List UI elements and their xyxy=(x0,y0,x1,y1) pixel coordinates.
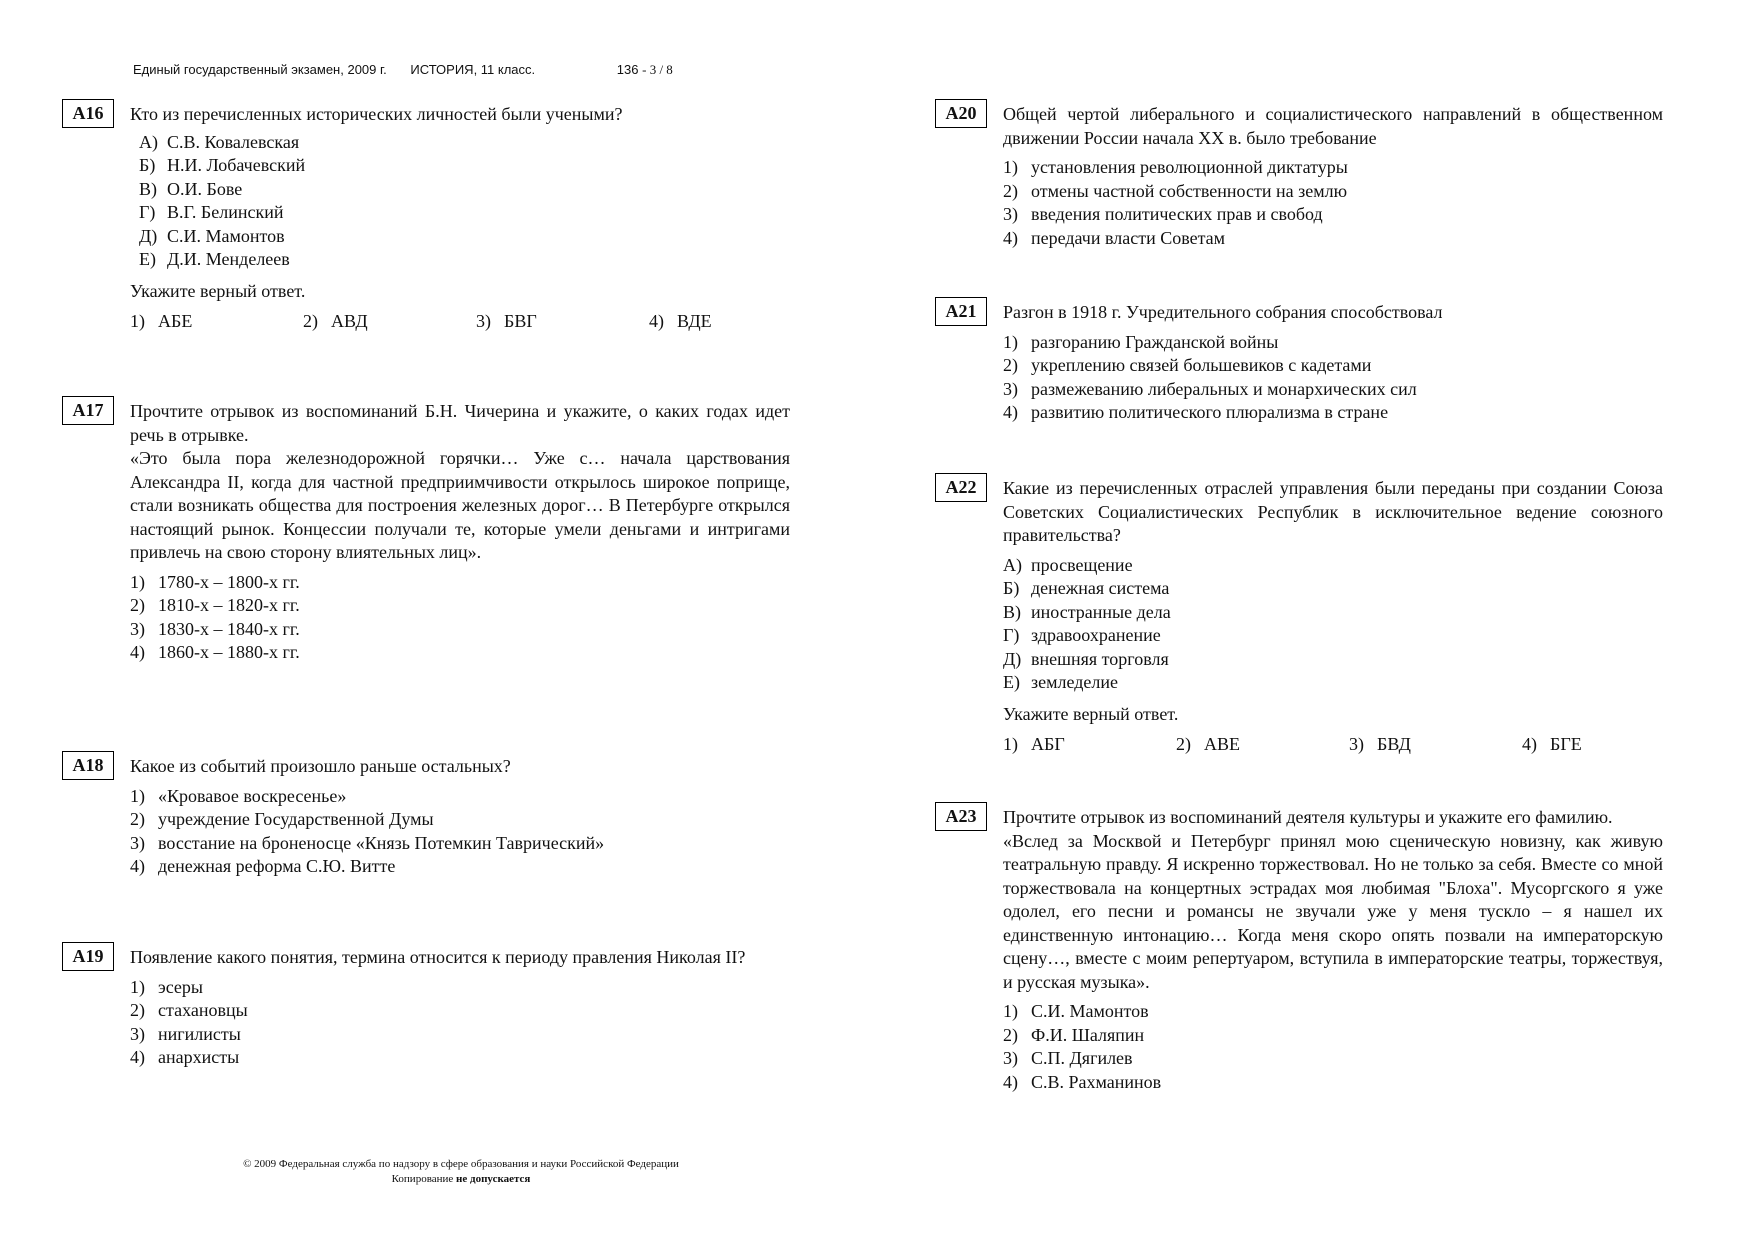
task-a21 xyxy=(945,301,1663,425)
list-item: А) С.В. Ковалевская xyxy=(139,131,300,152)
answer-option-1[interactable]: 1) АБГ xyxy=(1003,734,1065,754)
page-number: - 3 / 8 xyxy=(642,62,673,77)
list-item: Д) С.И. Мамонтов xyxy=(139,225,285,246)
answer-option-1[interactable]: 1) 1780-х – 1800-х гг. xyxy=(130,571,300,592)
subject-title: ИСТОРИЯ, 11 класс. xyxy=(410,62,536,77)
answer-option-3[interactable]: 3) БВД xyxy=(1349,734,1411,754)
answer-option-2[interactable]: 2) 1810-х – 1820-х гг. xyxy=(130,595,300,615)
answer-option-1[interactable]: 1) установления революционной диктатуры xyxy=(1003,157,1348,177)
question-text: Какие из перечисленных отраслей управления были переданы при создании Союза Советских Социалистических Республик в исключительное ведение союзного правительства? xyxy=(1003,478,1663,545)
task-label: A16 xyxy=(62,99,114,128)
answer-options xyxy=(1003,331,1663,425)
answer-option-4[interactable]: 4) передачи власти Советам xyxy=(1003,227,1226,248)
quote-text: «Это была пора железнодорожной горячки… Уже с… начала царствования Александра II, когда для частной предприимчивости открылось широкое поприще, стали возникать общества для построения железных дорог… В Петербурге открылся настоящий рынок. Концессии получали те, которые умели деньгами и интригами привлечь на свою сторону влиятельных лиц». xyxy=(130,448,790,562)
answer-option-1[interactable]: 1) АБЕ xyxy=(130,311,193,331)
answer-option-3[interactable]: 3) С.П. Дягилев xyxy=(1003,1048,1133,1068)
answer-options xyxy=(1003,733,1663,757)
question-text: Появление какого понятия, термина относится к периоду правления Николая II? xyxy=(130,947,746,967)
answer-prompt: Укажите верный ответ. xyxy=(130,280,306,301)
answer-option-1[interactable]: 1) «Кровавое воскресенье» xyxy=(130,785,347,806)
list-item: Б) Н.И. Лобачевский xyxy=(139,155,306,175)
task-a18 xyxy=(72,755,790,879)
task-a16 xyxy=(72,103,790,334)
answer-prompt: Укажите верный ответ. xyxy=(1003,703,1179,724)
answer-options xyxy=(130,310,790,334)
answer-option-2[interactable]: 2) АВЕ xyxy=(1176,734,1240,754)
list-item: В) иностранные дела xyxy=(1003,601,1171,622)
list-item: Г) здравоохранение xyxy=(1003,625,1161,645)
answer-option-3[interactable]: 3) восстание на броненосце «Князь Потемкин Таврический» xyxy=(130,832,605,853)
question-text: Какое из событий произошло раньше остальных? xyxy=(130,756,511,776)
page-header xyxy=(133,62,673,78)
answer-option-4[interactable]: 4) 1860-х – 1880-х гг. xyxy=(130,642,300,662)
task-label: A19 xyxy=(62,942,114,971)
exam-title: Единый государственный экзамен, 2009 г. xyxy=(133,62,387,77)
answer-option-3[interactable]: 3) 1830-х – 1840-х гг. xyxy=(130,618,300,639)
answer-options xyxy=(1003,1000,1663,1094)
question-text: Кто из перечисленных исторических личностей были учеными? xyxy=(130,104,623,124)
list-item: Е) Д.И. Менделеев xyxy=(139,249,290,269)
list-item: Б) денежная система xyxy=(1003,578,1170,598)
question-text: Прочтите отрывок из воспоминаний Б.Н. Чичерина и укажите, о каких годах идет речь в отрывке. xyxy=(130,401,790,445)
task-label: A22 xyxy=(935,473,987,502)
copy-notice: Копирование не допускается xyxy=(391,1173,531,1185)
answer-option-4[interactable]: 4) развитию политического плюрализма в стране xyxy=(1003,402,1389,422)
answer-option-1[interactable]: 1) разгоранию Гражданской войны xyxy=(1003,331,1279,352)
answer-option-1[interactable]: 1) эсеры xyxy=(130,976,204,997)
letter-items xyxy=(1003,554,1663,695)
copyright-line: © 2009 Федеральная служба по надзору в сфере образования и науки Российской Федерации xyxy=(243,1158,679,1170)
list-item: А) просвещение xyxy=(1003,554,1133,575)
answer-option-4[interactable]: 4) анархисты xyxy=(130,1047,240,1067)
task-label: A23 xyxy=(935,802,987,831)
answer-option-2[interactable]: 2) отмены частной собственности на землю xyxy=(1003,180,1348,201)
list-item: Д) внешняя торговля xyxy=(1003,648,1169,669)
answer-option-4[interactable]: 4) денежная реформа С.Ю. Витте xyxy=(130,856,396,876)
answer-option-2[interactable]: 2) АВД xyxy=(303,311,368,331)
answer-options xyxy=(1003,156,1663,250)
answer-option-2[interactable]: 2) Ф.И. Шаляпин xyxy=(1003,1024,1145,1045)
page-footer xyxy=(196,1157,726,1187)
answer-option-4[interactable]: 4) С.В. Рахманинов xyxy=(1003,1071,1162,1092)
answer-option-3[interactable]: 3) введения политических прав и свобод xyxy=(1003,204,1323,224)
quote-text: «Вслед за Москвой и Петербург принял мою сценическую новизну, как живую театральную правду. Я искренно торжествовал. Но не только за себя. Вместе со мной торжествовала на концертных эстрадах моя любимая "Блоха". Мусоргского я уже одолел, его песни и романсы не звучали уже у меня тускло – я нашел их единственную интонацию… Когда меня скоро опять позвали на императорскую сцену…, вместе с моим репертуаром, вступила в императорские театры, торжествуя, и русская музыка». xyxy=(1003,830,1663,992)
task-label: A21 xyxy=(935,297,987,326)
answer-option-3[interactable]: 3) размежеванию либеральных и монархических сил xyxy=(1003,378,1417,399)
task-a19 xyxy=(72,946,790,1070)
task-label: A17 xyxy=(62,396,114,425)
task-a23 xyxy=(945,806,1663,1094)
answer-option-1[interactable]: 1) С.И. Мамонтов xyxy=(1003,1001,1149,1021)
answer-option-2[interactable]: 2) стахановцы xyxy=(130,1000,248,1020)
answer-option-3[interactable]: 3) БВГ xyxy=(476,311,537,331)
list-item: В) О.И. Бове xyxy=(139,178,243,199)
answer-options xyxy=(130,785,790,879)
question-text: Разгон в 1918 г. Учредительного собрания способствовал xyxy=(1003,302,1443,322)
task-a20 xyxy=(945,103,1663,250)
answer-options xyxy=(130,976,790,1070)
task-label: A18 xyxy=(62,751,114,780)
list-item: Е) земледелие xyxy=(1003,672,1118,692)
list-item: Г) В.Г. Белинский xyxy=(139,202,284,222)
question-text: Прочтите отрывок из воспоминаний деятеля культуры и укажите его фамилию. xyxy=(1003,807,1613,827)
answer-option-3[interactable]: 3) нигилисты xyxy=(130,1023,241,1044)
letter-items xyxy=(139,131,790,272)
task-a22 xyxy=(945,477,1663,757)
variant-code: 136 xyxy=(616,62,639,77)
task-label: A20 xyxy=(935,99,987,128)
answer-option-2[interactable]: 2) укреплению связей большевиков с кадетами xyxy=(1003,355,1372,375)
answer-option-2[interactable]: 2) учреждение Государственной Думы xyxy=(130,809,434,829)
question-text: Общей чертой либерального и социалистического направлений в общественном движении России начала XX в. было требование xyxy=(1003,104,1663,148)
task-a17 xyxy=(72,400,790,665)
answer-option-4[interactable]: 4) ВДЕ xyxy=(649,311,712,331)
answer-option-4[interactable]: 4) БГЕ xyxy=(1522,734,1582,754)
answer-options xyxy=(130,571,790,665)
